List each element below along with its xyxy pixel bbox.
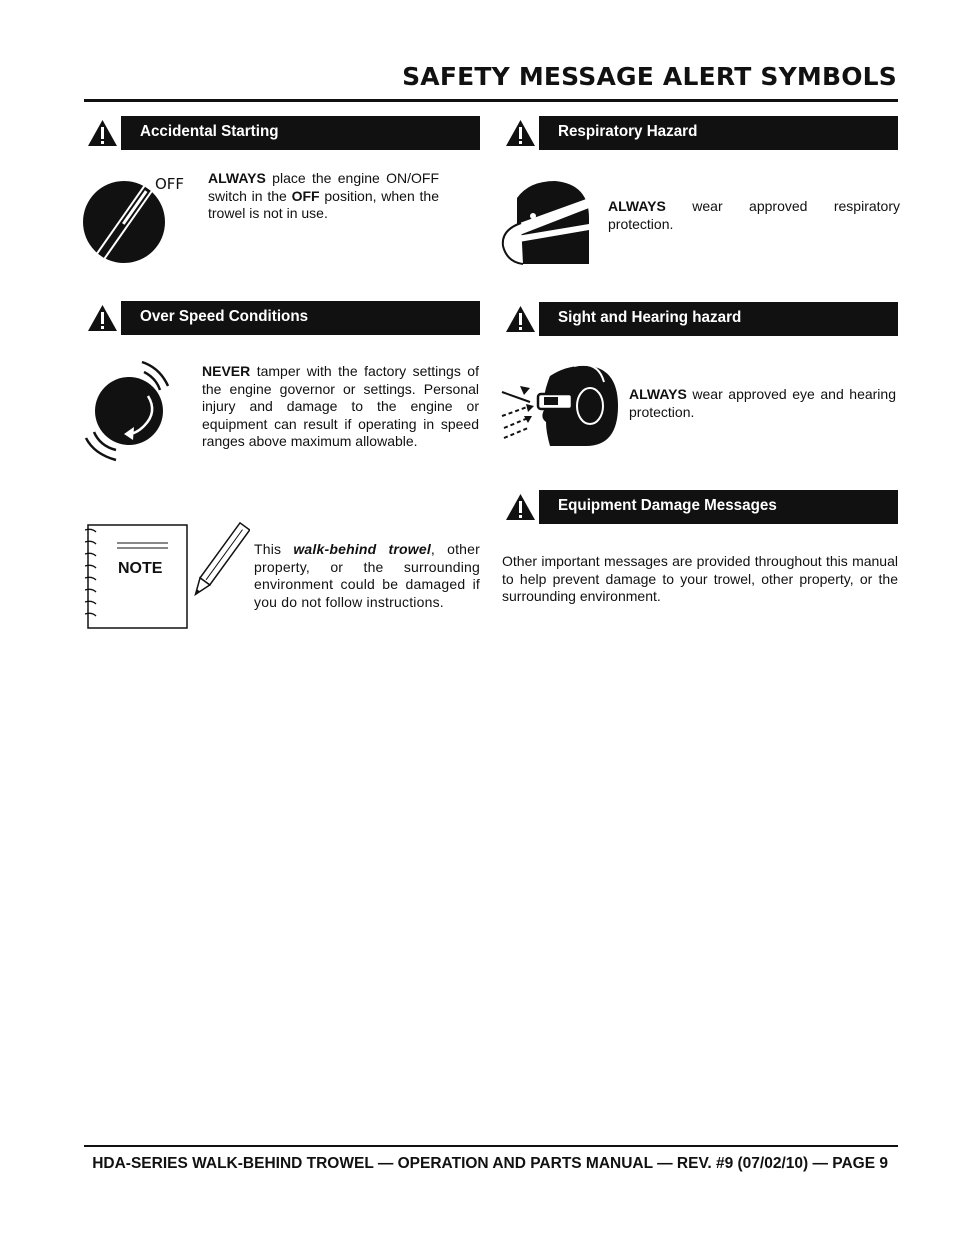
emphasis-text: ALWAYS [208,170,266,186]
body-text: place the engine ON/OFF switch in the [208,170,439,204]
accidental-starting-text [208,170,439,223]
notebook-icon [82,522,192,632]
note-text [254,541,480,611]
over-speed-text [202,363,479,451]
body-text: , other property, or the surrounding environment could be damaged if you do not follow instructions. [254,541,480,610]
sight-hearing-text [629,386,896,421]
body-text: wear approved respiratory protection. [608,198,900,232]
page-title: SAFETY MESSAGE ALERT SYMBOLS [402,62,897,91]
warning-triangle-icon [84,116,121,150]
title-rule [84,99,898,102]
footer-rule [84,1145,898,1147]
banner-label: Equipment Damage Messages [558,497,777,514]
banner-equipment-damage [502,490,898,524]
respirator-icon [499,178,591,270]
speed-dial-icon [84,354,174,464]
body-text: tamper with the factory settings of the engine governor or settings. Personal injury and damage to the engine or equipment can result if operating in speed ranges above maximum allowable. [202,363,479,449]
emphasis-text: NEVER [202,363,251,379]
warning-triangle-icon [502,490,539,524]
note-label: NOTE [118,560,163,577]
banner-sight-hearing [502,302,898,336]
body-text: wear approved eye and hearing protection. [629,386,896,420]
off-label: OFF [155,175,185,193]
body-text: position, when the trowel is not in use. [208,187,439,221]
body-text: Other important messages are provided throughout this manual to help prevent damage to your trowel, other property, or the surrounding environment. [502,553,898,604]
banner-label: Accidental Starting [140,123,279,140]
page-footer: HDA-SERIES WALK-BEHIND TROWEL — OPERATION AND PARTS MANUAL — REV. #9 (07/02/10) — PAGE 9 [92,1155,888,1172]
respiratory-text [608,198,900,233]
body-text: This [254,541,294,557]
warning-triangle-icon [502,302,539,336]
warning-triangle-icon [502,116,539,150]
banner-accidental-starting [84,116,480,150]
emphasis-text: ALWAYS [608,198,666,214]
banner-label: Over Speed Conditions [140,308,309,325]
equipment-damage-text [502,553,898,606]
off-switch-icon [82,172,194,267]
warning-triangle-icon [84,301,121,335]
goggles-earmuffs-icon [498,362,622,450]
banner-respiratory-hazard [502,116,898,150]
pencil-icon [188,518,250,606]
emphasis-text: walk-behind trowel [293,541,431,557]
emphasis-text: OFF [291,187,320,204]
banner-label: Respiratory Hazard [558,123,698,140]
emphasis-text: ALWAYS [629,386,687,402]
banner-over-speed [84,301,480,335]
banner-label: Sight and Hearing hazard [558,309,742,326]
